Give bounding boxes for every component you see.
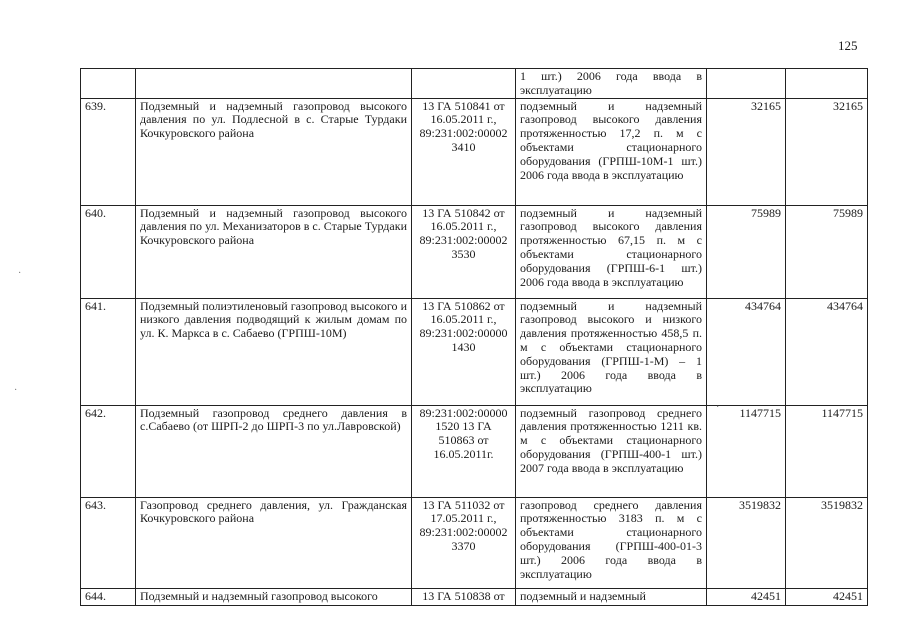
object-description: газопровод среднего давления протяженностью 3183 п. м с объектами стационарного оборудования (ГРПШ-400-01-3 шт.) 2006 года ввода в эксплуатацию bbox=[516, 497, 707, 588]
value-cell: 75989 bbox=[707, 205, 786, 298]
table-row bbox=[81, 69, 868, 99]
row-number: 643. bbox=[81, 497, 136, 588]
object-description: подземный и надземный bbox=[516, 588, 707, 605]
object-description: 1 шт.) 2006 года ввода в эксплуатацию bbox=[516, 69, 707, 99]
object-description: подземный и надземный газопровод высокого давления протяженностью 67,15 п. м с объектами стационарного оборудования (ГРПШ-6-1 шт.) 2006 года ввода в эксплуатацию bbox=[516, 205, 707, 298]
table-row bbox=[81, 98, 868, 205]
row-number: 639. bbox=[81, 98, 136, 205]
registration-document: 13 ГА 511032 от 17.05.2011 г., 89:231:002:00002 3370 bbox=[412, 497, 516, 588]
object-description: подземный и надземный газопровод высокого давления протяженностью 17,2 п. м с объектами стационарного оборудования (ГРПШ-10М-1 шт.) 2006 года ввода в эксплуатацию bbox=[516, 98, 707, 205]
row-number: 642. bbox=[81, 405, 136, 497]
page-number: 125 bbox=[838, 38, 858, 53]
row-number: 644. bbox=[81, 588, 136, 605]
value-cell: 32165 bbox=[786, 98, 868, 205]
table-row bbox=[81, 405, 868, 497]
scan-speck: · bbox=[14, 385, 18, 396]
value-cell: 434764 bbox=[786, 298, 868, 405]
table-row bbox=[81, 298, 868, 405]
value-cell: 42451 bbox=[786, 588, 868, 605]
value-cell bbox=[707, 69, 786, 99]
value-cell: 3519832 bbox=[786, 497, 868, 588]
object-description: подземный газопровод среднего давления протяженностью 1211 кв. м с объектами стационарного оборудования (ГРПШ-400-1 шт.) 2007 года ввода в эксплуатацию bbox=[516, 405, 707, 497]
table-row bbox=[81, 497, 868, 588]
row-number: 641. bbox=[81, 298, 136, 405]
object-name: Подземный полиэтиленовый газопровод высокого и низкого давления подводящий к жилым домам по ул. К. Маркса в с. Сабаево (ГРПШ-10М) bbox=[136, 298, 412, 405]
value-cell bbox=[786, 69, 868, 99]
registration-document: 13 ГА 510841 от 16.05.2011 г., 89:231:002:00002 3410 bbox=[412, 98, 516, 205]
row-number bbox=[81, 69, 136, 99]
value-cell: 1147715 bbox=[786, 405, 868, 497]
scan-speck: · bbox=[716, 402, 720, 413]
registration-document: 13 ГА 510842 от 16.05.2011 г., 89:231:002:00002 3530 bbox=[412, 205, 516, 298]
registration-document: 13 ГА 510838 от bbox=[412, 588, 516, 605]
value-cell: 75989 bbox=[786, 205, 868, 298]
value-cell: 32165 bbox=[707, 98, 786, 205]
object-name: Подземный газопровод среднего давления в с.Сабаево (от ШРП-2 до ШРП-3 по ул.Лавровской) bbox=[136, 405, 412, 497]
object-description: подземный и надземный газопровод высокого и низкого давления протяженностью 458,5 п. м с объектами стационарного оборудования (ГРПШ-1-М) – 1 шт.) 2006 года ввода в эксплуатацию bbox=[516, 298, 707, 405]
object-name: Подземный и надземный газопровод высокого bbox=[136, 588, 412, 605]
value-cell: 1147715 bbox=[707, 405, 786, 497]
registration-document: 89:231:002:00000 1520 13 ГА 510863 от 16.05.2011г. bbox=[412, 405, 516, 497]
value-cell: 42451 bbox=[707, 588, 786, 605]
registration-document bbox=[412, 69, 516, 99]
object-name: Подземный и надземный газопровод высокого давления по ул. Подлесной в с. Старые Турдаки Кочкуровского района bbox=[136, 98, 412, 205]
property-register-table bbox=[80, 68, 868, 606]
object-name: Подземный и надземный газопровод высокого давления по ул. Механизаторов в с. Старые Турдаки Кочкуровского района bbox=[136, 205, 412, 298]
value-cell: 3519832 bbox=[707, 497, 786, 588]
object-name bbox=[136, 69, 412, 99]
table-row bbox=[81, 205, 868, 298]
object-name: Газопровод среднего давления, ул. Гражданская Кочкуровского района bbox=[136, 497, 412, 588]
scan-speck: · bbox=[18, 268, 22, 279]
value-cell: 434764 bbox=[707, 298, 786, 405]
row-number: 640. bbox=[81, 205, 136, 298]
registration-document: 13 ГА 510862 от 16.05.2011 г., 89:231:002:00000 1430 bbox=[412, 298, 516, 405]
table-row bbox=[81, 588, 868, 605]
